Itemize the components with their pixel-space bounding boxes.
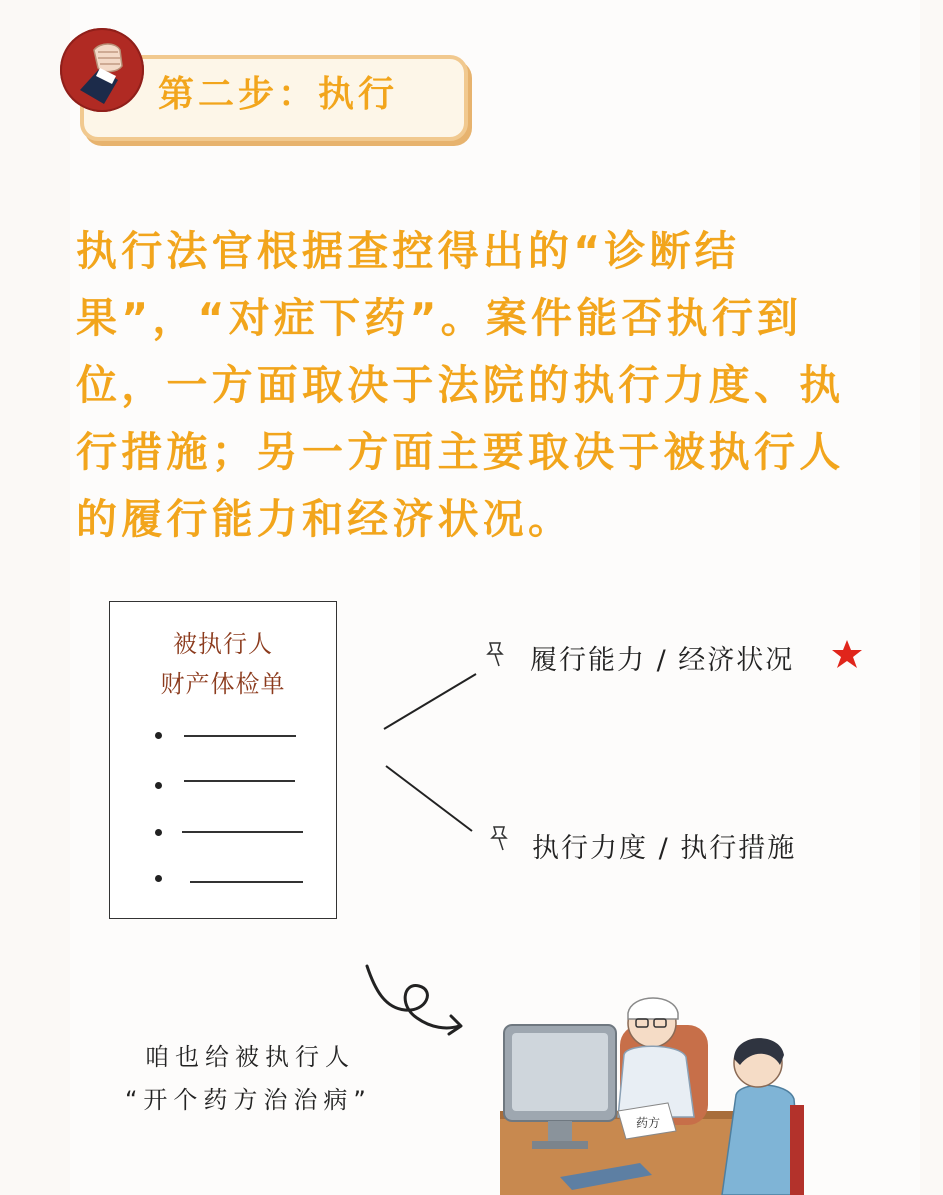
branch-line-lower (386, 766, 472, 831)
red-star-icon (830, 638, 864, 672)
pushpin-icon (484, 640, 508, 668)
swirl-arrow-icon (355, 960, 475, 1050)
step-title: 第二步：执行 (158, 74, 399, 115)
card-title-line2: 财产体检单 (160, 670, 286, 698)
prescription-label: 药方 (636, 1116, 661, 1130)
doctor-patient-illustration (490, 985, 810, 1195)
branch-label-measures: 执行力度 / 执行措施 (532, 833, 797, 864)
branch-label-capacity: 履行能力 / 经济状况 (530, 645, 795, 676)
intro-paragraph: 执行法官根据查控得出的“诊断结果”，“对症下药”。案件能否执行到位，一方面取决于法院的执行力度、执行措施；另一方面主要取决于被执行人的履行能力和经济状况。 (76, 227, 845, 543)
caption-line1: 咱也给被执行人 (145, 1043, 355, 1071)
branch-line-upper (384, 674, 476, 729)
pushpin-icon (488, 824, 512, 852)
caption-line2: “开个药方治治病” (125, 1086, 372, 1114)
card-title-line1: 被执行人 (173, 630, 273, 658)
